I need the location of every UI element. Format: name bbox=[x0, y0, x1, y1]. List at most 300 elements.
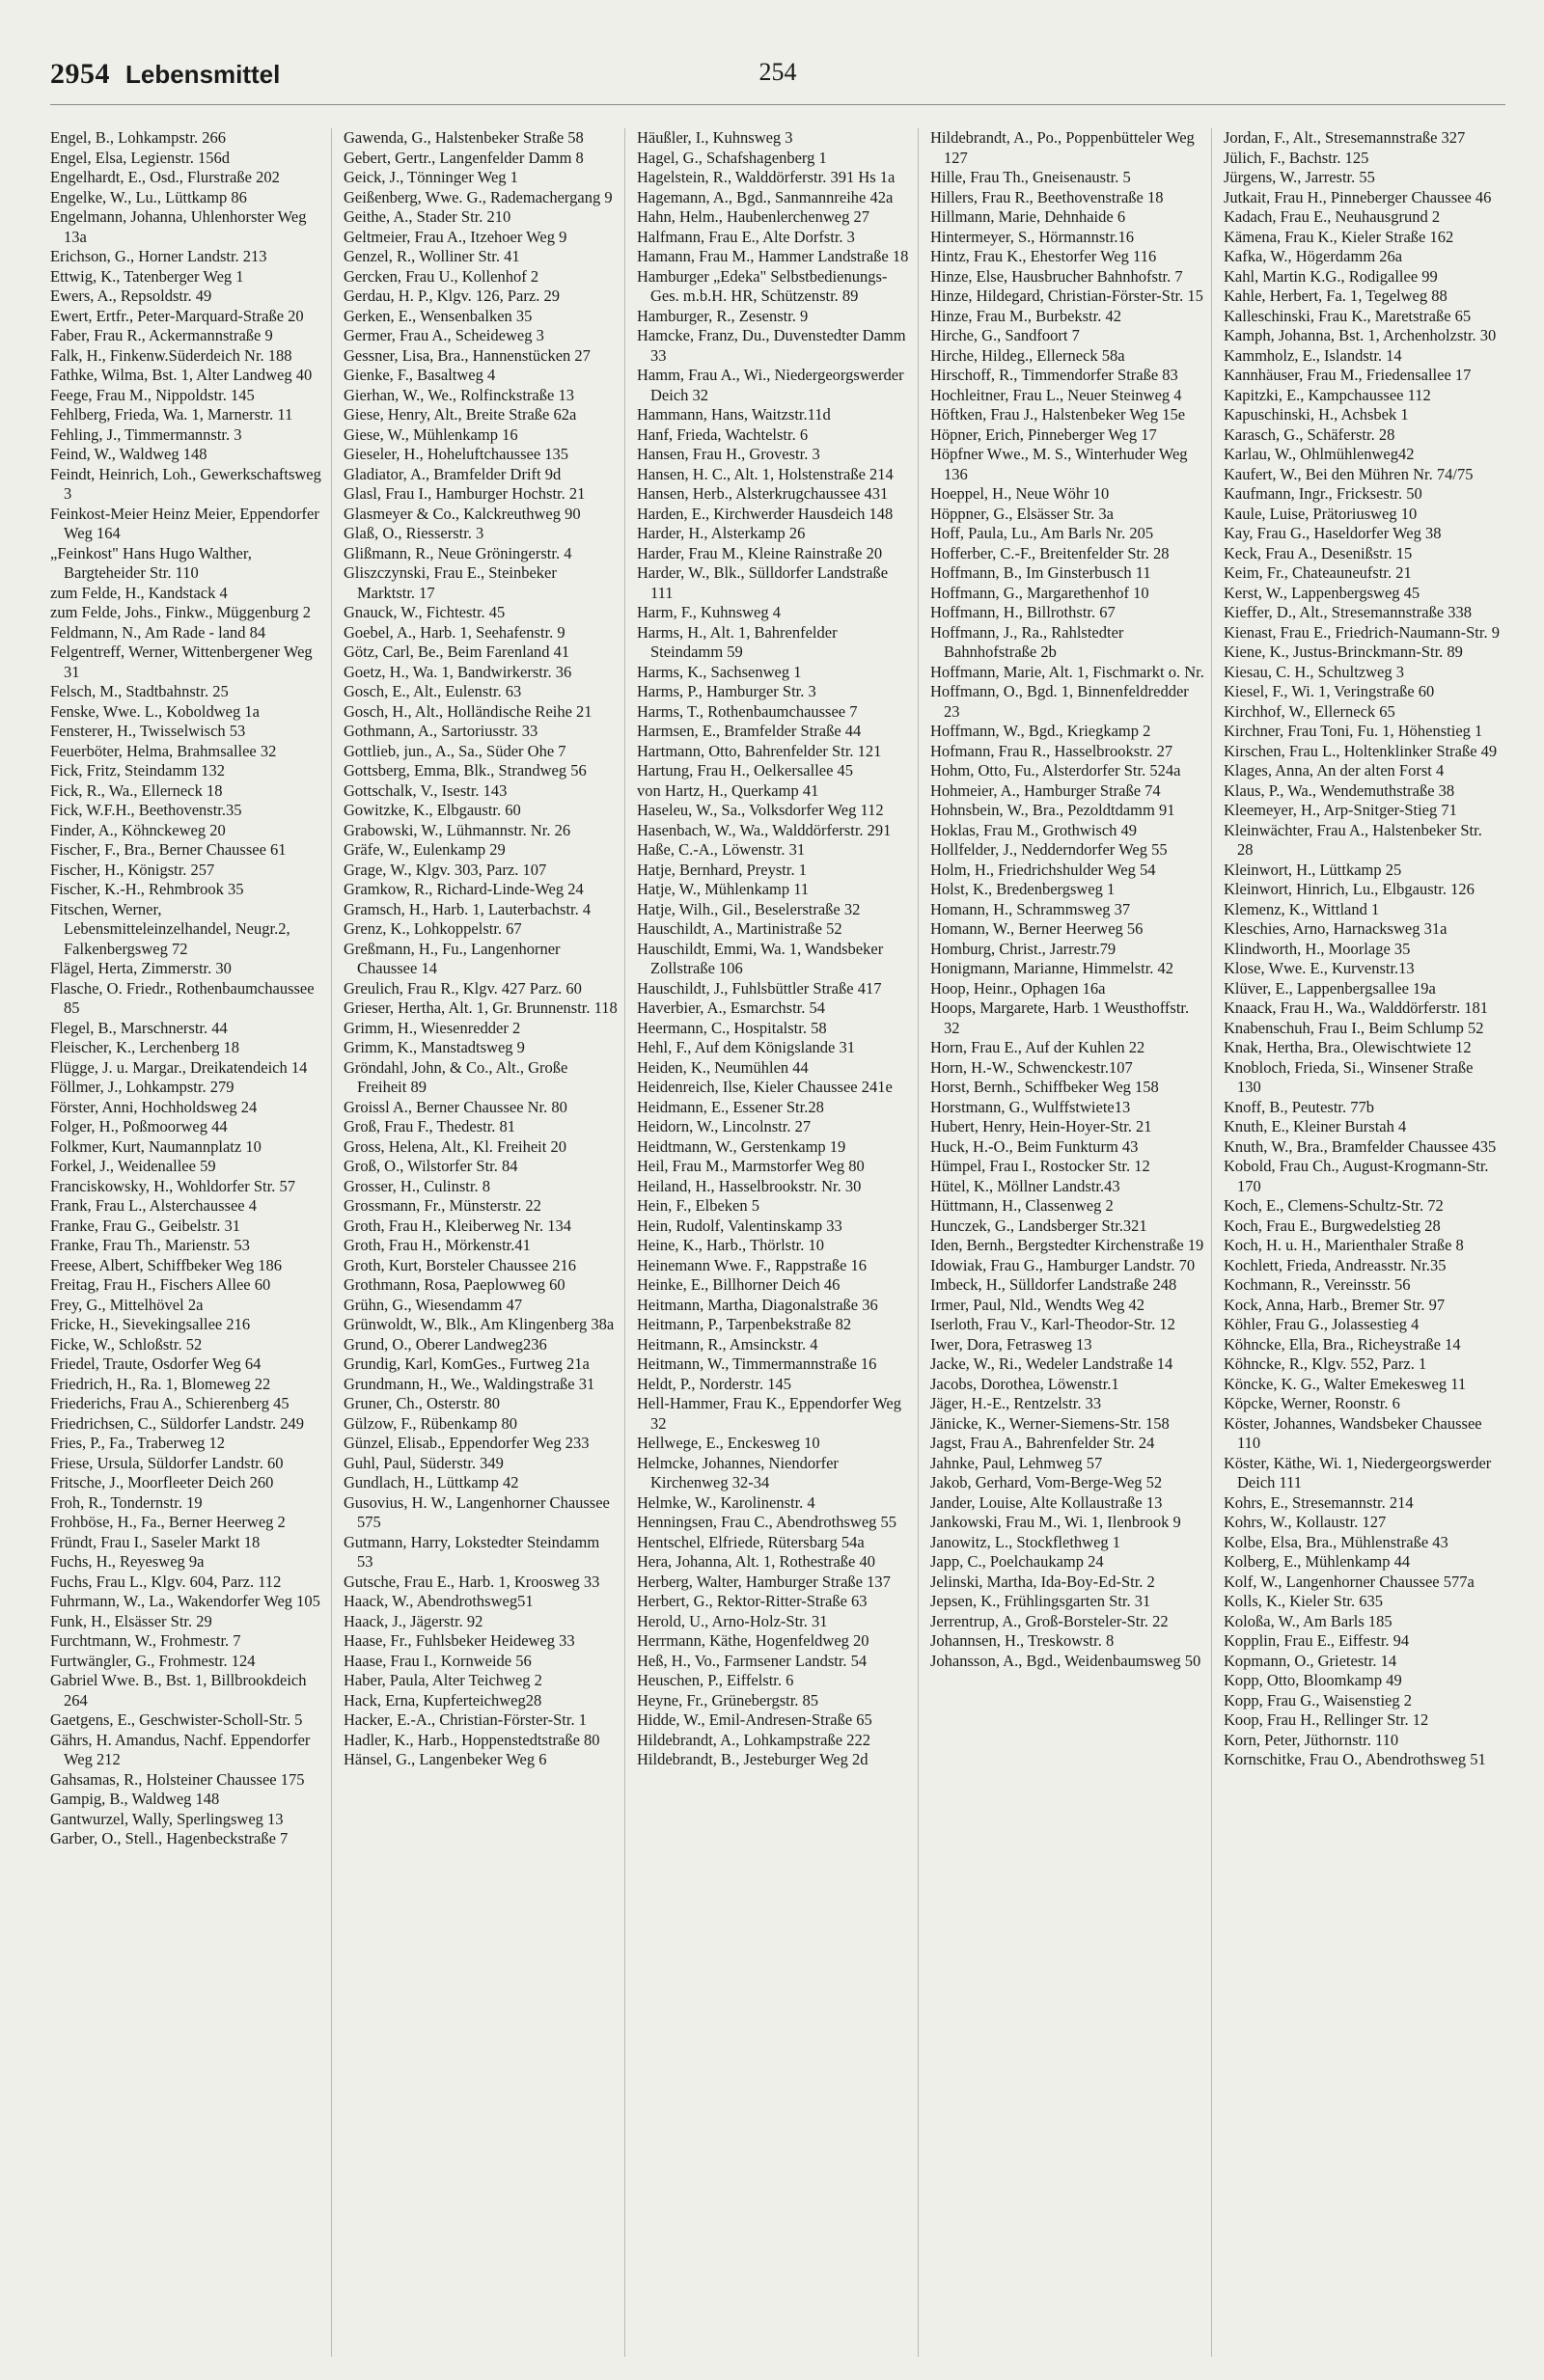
directory-entry: Gröndahl, John, & Co., Alt., Große Freiheit 89 bbox=[344, 1057, 568, 1096]
directory-entry: Friederichs, Frau A., Schierenberg 45 bbox=[50, 1394, 290, 1412]
directory-entry: Hofferber, C.-F., Breitenfelder Str. 28 bbox=[930, 543, 1170, 562]
directory-entry: Kafka, W., Högerdamm 26a bbox=[1224, 247, 1403, 265]
column-2 bbox=[344, 128, 625, 2357]
directory-entry: Fick, Fritz, Steindamm 132 bbox=[50, 761, 226, 780]
directory-entry: Germer, Frau A., Scheideweg 3 bbox=[344, 326, 544, 344]
directory-entry: Friedrich, H., Ra. 1, Blomeweg 22 bbox=[50, 1374, 271, 1393]
directory-entry: Gutmann, Harry, Lokstedter Steindamm 53 bbox=[344, 1532, 600, 1571]
directory-entry: Fischer, K.-H., Rehmbrook 35 bbox=[50, 880, 244, 898]
directory-entry: Hoeppel, H., Neue Wöhr 10 bbox=[930, 484, 1110, 503]
directory-entry: Kobold, Frau Ch., August-Krogmann-Str. 170 bbox=[1224, 1157, 1489, 1195]
directory-entry: Jülich, F., Bachstr. 125 bbox=[1224, 148, 1369, 167]
directory-columns bbox=[50, 128, 1505, 2357]
directory-entry: Kahl, Martin K.G., Rodigallee 99 bbox=[1224, 266, 1438, 286]
directory-entry: Hamm, Frau A., Wi., Niedergeorgswerder Deich 32 bbox=[637, 366, 904, 404]
directory-entry: Kolf, W., Langenhorner Chaussee 577a bbox=[1224, 1572, 1475, 1591]
column-3 bbox=[637, 128, 919, 2357]
directory-entry: Kopp, Otto, Bloomkamp 49 bbox=[1224, 1671, 1402, 1689]
directory-entry: Homann, W., Berner Heerweg 56 bbox=[930, 919, 1144, 938]
directory-entry: Jerrentrup, A., Groß-Borsteler-Str. 22 bbox=[930, 1611, 1169, 1630]
directory-entry: Hunczek, G., Landsberger Str.321 bbox=[930, 1216, 1147, 1235]
directory-entry: Heiden, K., Neumühlen 44 bbox=[637, 1057, 809, 1077]
directory-entry: Günzel, Elisab., Eppendorfer Weg 233 bbox=[344, 1434, 590, 1452]
directory-entry: Fehling, J., Timmermannstr. 3 bbox=[50, 424, 242, 444]
directory-entry: Heinke, E., Billhorner Deich 46 bbox=[637, 1275, 841, 1294]
directory-entry: Hauschildt, A., Martinistraße 52 bbox=[637, 919, 842, 938]
directory-entry: Häußler, I., Kuhnsweg 3 bbox=[637, 128, 793, 147]
directory-entry: Feldmann, N., Am Rade - land 84 bbox=[50, 622, 266, 642]
directory-entry: Feind, W., Waldweg 148 bbox=[50, 445, 207, 463]
directory-entry: Harder, W., Blk., Sülldorfer Landstraße 111 bbox=[637, 563, 889, 602]
directory-entry: Koop, Frau H., Rellinger Str. 12 bbox=[1224, 1710, 1429, 1729]
directory-entry: Holst, K., Bredenbergsweg 1 bbox=[930, 880, 1116, 898]
directory-entry: Hellwege, E., Enckesweg 10 bbox=[637, 1434, 820, 1452]
directory-entry: Heitmann, P., Tarpenbekstraße 82 bbox=[637, 1315, 852, 1333]
directory-entry: Hoffmann, W., Bgd., Kriegkamp 2 bbox=[930, 722, 1151, 740]
directory-entry: Heermann, C., Hospitalstr. 58 bbox=[637, 1018, 827, 1037]
directory-entry: Götz, Carl, Be., Beim Farenland 41 bbox=[344, 643, 570, 661]
directory-entry: Hatje, Wilh., Gil., Beselerstraße 32 bbox=[637, 899, 861, 918]
directory-entry: Flägel, Herta, Zimmerstr. 30 bbox=[50, 959, 232, 977]
directory-entry: Hadler, K., Harb., Hoppenstedtstraße 80 bbox=[344, 1730, 600, 1749]
directory-entry: Grundig, Karl, KomGes., Furtweg 21a bbox=[344, 1354, 590, 1373]
directory-entry: Glaß, O., Riesserstr. 3 bbox=[344, 524, 484, 542]
directory-entry: Hamcke, Franz, Du., Duvenstedter Damm 33 bbox=[637, 326, 906, 365]
directory-entry: Jänicke, K., Werner-Siemens-Str. 158 bbox=[930, 1413, 1170, 1433]
directory-entry: Keim, Fr., Chateauneufstr. 21 bbox=[1224, 563, 1412, 582]
directory-entry: Kamph, Johanna, Bst. 1, Archenholzstr. 30 bbox=[1224, 326, 1497, 344]
directory-entry: Hofmann, Frau R., Hasselbrookstr. 27 bbox=[930, 741, 1173, 760]
directory-entry: Engel, Elsa, Legienstr. 156d bbox=[50, 148, 231, 167]
directory-entry: Hell-Hammer, Frau K., Eppendorfer Weg 32 bbox=[637, 1394, 901, 1433]
directory-entry: Kammholz, E., Islandstr. 14 bbox=[1224, 345, 1402, 365]
directory-entry: Haber, Paula, Alter Teichweg 2 bbox=[344, 1671, 542, 1689]
directory-entry: Heiland, H., Hasselbrookstr. Nr. 30 bbox=[637, 1176, 862, 1195]
directory-entry: Karasch, G., Schäferstr. 28 bbox=[1224, 424, 1395, 444]
directory-entry: Hehl, F., Auf dem Königslande 31 bbox=[637, 1038, 855, 1056]
directory-entry: Fischer, F., Bra., Berner Chaussee 61 bbox=[50, 840, 287, 859]
directory-entry: Koloßa, W., Am Barls 185 bbox=[1224, 1611, 1392, 1630]
directory-entry: Heitmann, W., Timmermannstraße 16 bbox=[637, 1354, 877, 1373]
directory-entry: Hubert, Henry, Hein-Hoyer-Str. 21 bbox=[930, 1117, 1152, 1135]
directory-entry: Harder, H., Alsterkamp 26 bbox=[637, 524, 806, 542]
directory-entry: Kleinwort, Hinrich, Lu., Elbgaustr. 126 bbox=[1224, 880, 1475, 898]
column-1 bbox=[50, 128, 332, 2357]
directory-entry: Heß, H., Vo., Farmsener Landstr. 54 bbox=[637, 1651, 868, 1670]
directory-entry: Gliszczynski, Frau E., Steinbeker Marktstr. 17 bbox=[344, 563, 557, 602]
directory-entry: Kämena, Frau K., Kieler Straße 162 bbox=[1224, 227, 1454, 246]
directory-entry: Hoffmann, Marie, Alt. 1, Fischmarkt o. Nr. bbox=[930, 662, 1204, 681]
directory-entry: Engel, B., Lohkampstr. 266 bbox=[50, 128, 226, 147]
directory-entry: Ficke, W., Schloßstr. 52 bbox=[50, 1334, 203, 1354]
directory-entry: Iserloth, Frau V., Karl-Theodor-Str. 12 bbox=[930, 1315, 1175, 1333]
directory-entry: Köhler, Frau G., Jolassestieg 4 bbox=[1224, 1315, 1420, 1333]
directory-entry: Heitmann, Martha, Diagonalstraße 36 bbox=[637, 1295, 878, 1314]
directory-entry: Kirchhof, W., Ellerneck 65 bbox=[1224, 701, 1395, 721]
directory-entry: Gutsche, Frau E., Harb. 1, Kroosweg 33 bbox=[344, 1572, 600, 1591]
directory-entry: Gantwurzel, Wally, Sperlingsweg 13 bbox=[50, 1809, 284, 1828]
directory-entry: Johannsen, H., Treskowstr. 8 bbox=[930, 1631, 1115, 1650]
directory-entry: Guhl, Paul, Süderstr. 349 bbox=[344, 1453, 504, 1472]
directory-entry: Fehlberg, Frieda, Wa. 1, Marnerstr. 11 bbox=[50, 405, 293, 424]
directory-entry: Iden, Bernh., Bergstedter Kirchenstraße 19 bbox=[930, 1236, 1204, 1254]
directory-entry: Gieseler, H., Hoheluftchaussee 135 bbox=[344, 445, 569, 463]
directory-entry: Fleischer, K., Lerchenberg 18 bbox=[50, 1038, 240, 1056]
directory-entry: Friedrichsen, C., Süldorfer Landstr. 249 bbox=[50, 1413, 305, 1433]
directory-entry: Hümpel, Frau I., Rostocker Str. 12 bbox=[930, 1157, 1150, 1175]
directory-entry: Grossmann, Fr., Münsterstr. 22 bbox=[344, 1196, 541, 1215]
directory-entry: Haseleu, W., Sa., Volksdorfer Weg 112 bbox=[637, 801, 884, 819]
directory-entry: Kay, Frau G., Haseldorfer Weg 38 bbox=[1224, 524, 1442, 542]
directory-entry: Hoops, Margarete, Harb. 1 Weusthoffstr. 32 bbox=[930, 999, 1190, 1037]
directory-entry: Homburg, Christ., Jarrestr.79 bbox=[930, 939, 1117, 958]
directory-entry: Grund, O., Oberer Landweg236 bbox=[344, 1334, 547, 1354]
directory-entry: Gampig, B., Waldweg 148 bbox=[50, 1790, 220, 1808]
directory-entry: Kleemeyer, H., Arp-Snitger-Stieg 71 bbox=[1224, 801, 1457, 819]
directory-entry: Haase, Fr., Fuhlsbeker Heideweg 33 bbox=[344, 1631, 575, 1650]
directory-entry: Glasmeyer & Co., Kalckreuthweg 90 bbox=[344, 504, 581, 523]
directory-entry: Knak, Hertha, Bra., Olewischtwiete 12 bbox=[1224, 1038, 1472, 1056]
directory-entry: Irmer, Paul, Nld., Wendts Weg 42 bbox=[930, 1295, 1145, 1314]
directory-entry: Frey, G., Mittelhövel 2a bbox=[50, 1295, 204, 1314]
directory-entry: Hagelstein, R., Walddörferstr. 391 Hs 1a bbox=[637, 168, 896, 186]
page-header bbox=[50, 58, 1505, 105]
directory-entry: Fathke, Wilma, Bst. 1, Alter Landweg 40 bbox=[50, 366, 313, 384]
directory-entry: Jacobs, Dorothea, Löwenstr.1 bbox=[930, 1374, 1119, 1393]
directory-entry: Friese, Ursula, Süldorfer Landstr. 60 bbox=[50, 1453, 284, 1472]
directory-entry: Höpfner Wwe., M. S., Winterhuder Weg 136 bbox=[930, 445, 1188, 483]
directory-entry: Gottschalk, V., Isestr. 143 bbox=[344, 780, 508, 800]
directory-entry: Ewert, Ertfr., Peter-Marquard-Straße 20 bbox=[50, 306, 304, 325]
directory-entry: Flegel, B., Marschnerstr. 44 bbox=[50, 1018, 228, 1037]
directory-entry: Furchtmann, W., Frohmestr. 7 bbox=[50, 1631, 241, 1650]
directory-entry: Gosch, E., Alt., Eulenstr. 63 bbox=[344, 682, 522, 700]
directory-entry: Harms, P., Hamburger Str. 3 bbox=[637, 682, 816, 700]
directory-entry: Köpcke, Werner, Roonstr. 6 bbox=[1224, 1394, 1400, 1412]
directory-entry: Harms, H., Alt. 1, Bahrenfelder Steindamm 59 bbox=[637, 622, 838, 661]
directory-entry: Goetz, H., Wa. 1, Bandwirkerstr. 36 bbox=[344, 662, 572, 681]
directory-entry: Idowiak, Frau G., Hamburger Landstr. 70 bbox=[930, 1255, 1196, 1274]
directory-entry: Höftken, Frau J., Halstenbeker Weg 15e bbox=[930, 405, 1186, 424]
directory-entry: Kochmann, R., Vereinsstr. 56 bbox=[1224, 1275, 1411, 1294]
directory-entry: Haack, W., Abendrothsweg51 bbox=[344, 1592, 534, 1610]
directory-entry: Hidde, W., Emil-Andresen-Straße 65 bbox=[637, 1710, 872, 1729]
directory-entry: Gundlach, H., Lüttkamp 42 bbox=[344, 1473, 519, 1491]
directory-entry: von Hartz, H., Querkamp 41 bbox=[637, 780, 819, 800]
directory-entry: Faber, Frau R., Ackermannstraße 9 bbox=[50, 326, 273, 344]
directory-entry: Föllmer, J., Lohkampstr. 279 bbox=[50, 1078, 234, 1096]
directory-entry: Feuerböter, Helma, Brahmsallee 32 bbox=[50, 741, 277, 760]
directory-entry: Köster, Johannes, Wandsbeker Chaussee 110 bbox=[1224, 1413, 1482, 1452]
directory-entry: Feindt, Heinrich, Loh., Gewerkschaftsweg 3 bbox=[50, 464, 321, 503]
directory-entry: Grage, W., Klgv. 303, Parz. 107 bbox=[344, 860, 547, 879]
directory-entry: Furtwängler, G., Frohmestr. 124 bbox=[50, 1651, 256, 1670]
directory-entry: Iwer, Dora, Fetrasweg 13 bbox=[930, 1334, 1092, 1354]
directory-entry: Hasenbach, W., Wa., Walddörferstr. 291 bbox=[637, 820, 892, 839]
directory-entry: zum Felde, Johs., Finkw., Müggenburg 2 bbox=[50, 603, 311, 621]
directory-entry: Klemenz, K., Wittland 1 bbox=[1224, 899, 1380, 918]
directory-entry: Kolls, K., Kieler Str. 635 bbox=[1224, 1592, 1383, 1610]
directory-entry: Kleschies, Arno, Harnacksweg 31a bbox=[1224, 919, 1448, 938]
directory-entry: Franke, Frau Th., Marienstr. 53 bbox=[50, 1236, 250, 1254]
directory-entry: Hinze, Else, Hausbrucher Bahnhofstr. 7 bbox=[930, 266, 1183, 286]
directory-entry: Hildebrandt, A., Po., Poppenbütteler Weg 127 bbox=[930, 128, 1195, 167]
directory-entry: Koch, H. u. H., Marienthaler Straße 8 bbox=[1224, 1236, 1464, 1254]
directory-entry: Glasl, Frau I., Hamburger Hochstr. 21 bbox=[344, 484, 586, 503]
directory-entry: Franciskowsky, H., Wohldorfer Str. 57 bbox=[50, 1176, 295, 1195]
directory-entry: Gerken, E., Wensenbalken 35 bbox=[344, 306, 533, 325]
directory-entry: Kienast, Frau E., Friedrich-Naumann-Str. 9 bbox=[1224, 622, 1500, 642]
directory-entry: Grothmann, Rosa, Paeplowweg 60 bbox=[344, 1275, 565, 1294]
directory-entry: Gowitzke, K., Elbgaustr. 60 bbox=[344, 801, 521, 819]
directory-entry: Heuschen, P., Eiffelstr. 6 bbox=[637, 1671, 794, 1689]
directory-entry: Grühn, G., Wiesendamm 47 bbox=[344, 1295, 523, 1314]
directory-entry: Garber, O., Stell., Hagenbeckstraße 7 bbox=[50, 1829, 289, 1847]
directory-entry: Forkel, J., Weidenallee 59 bbox=[50, 1157, 216, 1175]
directory-entry: Keck, Frau A., Desenißstr. 15 bbox=[1224, 543, 1413, 562]
directory-entry: Knobloch, Frieda, Si., Winsener Straße 130 bbox=[1224, 1057, 1474, 1096]
directory-entry: Engelke, W., Lu., Lüttkamp 86 bbox=[50, 187, 247, 206]
directory-entry: Jagst, Frau A., Bahrenfelder Str. 24 bbox=[930, 1434, 1155, 1452]
directory-entry: Grabowski, W., Lühmannstr. Nr. 26 bbox=[344, 820, 571, 839]
directory-entry: Fitschen, Werner, Lebensmitteleinzelhandel, Neugr.2, Falkenbergsweg 72 bbox=[50, 899, 290, 958]
directory-entry: Hahn, Helm., Haubenlerchenweg 27 bbox=[637, 207, 869, 226]
column-4 bbox=[930, 128, 1212, 2357]
directory-entry: Hinze, Hildegard, Christian-Förster-Str. 15 bbox=[930, 287, 1203, 305]
directory-entry: Hagel, G., Schafshagenberg 1 bbox=[637, 148, 827, 167]
directory-entry: Friedel, Traute, Osdorfer Weg 64 bbox=[50, 1354, 262, 1373]
directory-entry: Haack, J., Jägerstr. 92 bbox=[344, 1611, 483, 1630]
directory-entry: Kaule, Luise, Prätoriusweg 10 bbox=[1224, 504, 1418, 523]
directory-entry: Kirschen, Frau L., Holtenklinker Straße 49 bbox=[1224, 741, 1498, 760]
directory-entry: Hamburger „Edeka" Selbstbedienungs-Ges. m.b.H. HR, Schützenstr. 89 bbox=[637, 266, 888, 305]
directory-entry: Hüttmann, H., Classenweg 2 bbox=[930, 1196, 1114, 1215]
directory-entry: Grundmann, H., We., Waldingstraße 31 bbox=[344, 1374, 595, 1393]
directory-entry: Geißenberg, Wwe. G., Rademachergang 9 bbox=[344, 187, 613, 206]
directory-entry: Heitmann, R., Amsinckstr. 4 bbox=[637, 1334, 818, 1354]
directory-entry: Fenske, Wwe. L., Koboldweg 1a bbox=[50, 701, 260, 721]
directory-entry: Heidenreich, Ilse, Kieler Chaussee 241e bbox=[637, 1078, 893, 1096]
directory-entry: Freitag, Frau H., Fischers Allee 60 bbox=[50, 1275, 271, 1294]
directory-entry: Hohnsbein, W., Bra., Pezoldtdamm 91 bbox=[930, 801, 1175, 819]
directory-entry: Hagemann, A., Bgd., Sanmannreihe 42a bbox=[637, 187, 894, 206]
directory-entry: Grimm, K., Manstadtsweg 9 bbox=[344, 1038, 525, 1056]
directory-entry: Hinze, Frau M., Burbekstr. 42 bbox=[930, 306, 1121, 325]
directory-entry: Herold, U., Arno-Holz-Str. 31 bbox=[637, 1611, 828, 1630]
directory-entry: Hentschel, Elfriede, Rütersbarg 54a bbox=[637, 1532, 865, 1551]
directory-entry: Fischer, H., Königstr. 257 bbox=[50, 860, 215, 879]
directory-entry: Groß, O., Wilstorfer Str. 84 bbox=[344, 1157, 518, 1175]
directory-entry: Herrmann, Käthe, Hogenfeldweg 20 bbox=[637, 1631, 869, 1650]
directory-entry: Hein, Rudolf, Valentinskamp 33 bbox=[637, 1216, 842, 1235]
directory-entry: Kleinwort, H., Lüttkamp 25 bbox=[1224, 860, 1402, 879]
page-number-center: 254 bbox=[758, 58, 797, 86]
directory-entry: Horst, Bernh., Schiffbeker Weg 158 bbox=[930, 1078, 1159, 1096]
directory-entry: Hansen, Herb., Alsterkrugchaussee 431 bbox=[637, 484, 889, 503]
directory-entry: Harder, Frau M., Kleine Rainstraße 20 bbox=[637, 543, 883, 562]
directory-entry: Honigmann, Marianne, Himmelstr. 42 bbox=[930, 959, 1174, 977]
directory-entry: Grünwoldt, W., Blk., Am Klingenberg 38a bbox=[344, 1315, 615, 1333]
directory-entry: Groß, Frau F., Thedestr. 81 bbox=[344, 1117, 516, 1135]
section-title: Lebensmittel bbox=[125, 60, 281, 89]
directory-entry: Knaack, Frau H., Wa., Walddörferstr. 181 bbox=[1224, 999, 1488, 1017]
directory-entry: Gramkow, R., Richard-Linde-Weg 24 bbox=[344, 880, 584, 898]
directory-entry: Koch, Frau E., Burgwedelstieg 28 bbox=[1224, 1216, 1441, 1235]
directory-entry: Knuth, W., Bra., Bramfelder Chaussee 435 bbox=[1224, 1136, 1497, 1156]
directory-entry: Grenz, K., Lohkoppelstr. 67 bbox=[344, 919, 522, 938]
directory-entry: Grosser, H., Culinstr. 8 bbox=[344, 1176, 490, 1195]
directory-entry: Klages, Anna, An der alten Forst 4 bbox=[1224, 761, 1445, 780]
directory-entry: Hanf, Frieda, Wachtelstr. 6 bbox=[637, 424, 809, 444]
directory-entry: Hein, F., Elbeken 5 bbox=[637, 1196, 759, 1215]
directory-entry: Hamann, Frau M., Hammer Landstraße 18 bbox=[637, 247, 909, 265]
directory-entry: Kornschitke, Frau O., Abendrothsweg 51 bbox=[1224, 1750, 1486, 1768]
directory-entry: Gusovius, H. W., Langenhorner Chaussee 575 bbox=[344, 1492, 610, 1531]
directory-entry: Knabenschuh, Frau I., Beim Schlump 52 bbox=[1224, 1018, 1484, 1037]
directory-entry: Hille, Frau Th., Gneisenaustr. 5 bbox=[930, 168, 1131, 186]
directory-entry: Grieser, Hertha, Alt. 1, Gr. Brunnenstr. 118 bbox=[344, 999, 618, 1017]
directory-entry: Geithe, A., Stader Str. 210 bbox=[344, 207, 511, 226]
directory-entry: Kahle, Herbert, Fa. 1, Tegelweg 88 bbox=[1224, 287, 1448, 305]
directory-entry: Harden, E., Kirchwerder Hausdeich 148 bbox=[637, 504, 894, 523]
directory-entry: Karlau, W., Ohlmühlenweg42 bbox=[1224, 445, 1415, 463]
directory-entry: Funk, H., Elsässer Str. 29 bbox=[50, 1611, 212, 1630]
directory-entry: Helmke, W., Karolinenstr. 4 bbox=[637, 1492, 815, 1512]
directory-entry: Huck, H.-O., Beim Funkturm 43 bbox=[930, 1136, 1139, 1156]
directory-entry: Helmcke, Johannes, Niendorfer Kirchenweg 32-34 bbox=[637, 1453, 839, 1491]
directory-entry: Kaufmann, Ingr., Fricksestr. 50 bbox=[1224, 484, 1422, 503]
directory-entry: Hildebrandt, B., Jesteburger Weg 2d bbox=[637, 1750, 868, 1768]
directory-entry: Jander, Louise, Alte Kollaustraße 13 bbox=[930, 1492, 1163, 1512]
directory-entry: Frank, Frau L., Alsterchaussee 4 bbox=[50, 1196, 257, 1215]
directory-entry: Horstmann, G., Wulffstwiete13 bbox=[930, 1097, 1131, 1116]
directory-entry: Hänsel, G., Langenbeker Weg 6 bbox=[344, 1750, 547, 1768]
directory-entry: Greulich, Frau R., Klgv. 427 Parz. 60 bbox=[344, 978, 582, 998]
directory-entry: Japp, C., Poelchaukamp 24 bbox=[930, 1552, 1104, 1571]
directory-entry: Gothmann, A., Sartoriusstr. 33 bbox=[344, 722, 538, 740]
directory-entry: Hartung, Frau H., Oelkersallee 45 bbox=[637, 761, 854, 780]
directory-entry: Kadach, Frau E., Neuhausgrund 2 bbox=[1224, 207, 1441, 226]
directory-entry: Kiesau, C. H., Schultzweg 3 bbox=[1224, 662, 1404, 681]
directory-entry: Gercken, Frau U., Kollenhof 2 bbox=[344, 266, 539, 286]
directory-entry: Imbeck, H., Sülldorfer Landstraße 248 bbox=[930, 1275, 1177, 1294]
directory-entry: Freese, Albert, Schiffbeker Weg 186 bbox=[50, 1255, 282, 1274]
directory-entry: Geltmeier, Frau A., Itzehoer Weg 9 bbox=[344, 227, 567, 246]
directory-entry: Hildebrandt, A., Lohkampstraße 222 bbox=[637, 1730, 870, 1749]
directory-entry: Fuchs, H., Reyesweg 9a bbox=[50, 1552, 205, 1571]
directory-entry: Knoff, B., Peutestr. 77b bbox=[1224, 1097, 1374, 1116]
directory-entry: Groth, Frau H., Mörkenstr.41 bbox=[344, 1236, 531, 1254]
directory-entry: Fries, P., Fa., Traberweg 12 bbox=[50, 1434, 226, 1452]
directory-entry: Klaus, P., Wa., Wendemuthstraße 38 bbox=[1224, 780, 1455, 800]
directory-entry: Fuhrmann, W., La., Wakendorfer Weg 105 bbox=[50, 1592, 320, 1610]
directory-entry: Gruner, Ch., Osterstr. 80 bbox=[344, 1394, 501, 1412]
directory-entry: Harm, F., Kuhnsweg 4 bbox=[637, 603, 781, 621]
directory-entry: Gahsamas, R., Holsteiner Chaussee 175 bbox=[50, 1769, 305, 1789]
directory-entry: Hillmann, Marie, Dehnhaide 6 bbox=[930, 207, 1126, 226]
directory-entry: Hoffmann, H., Billrothstr. 67 bbox=[930, 603, 1116, 621]
directory-entry: Halfmann, Frau E., Alte Dorfstr. 3 bbox=[637, 227, 855, 246]
directory-entry: Gnauck, W., Fichtestr. 45 bbox=[344, 603, 506, 621]
directory-entry: Hoffmann, G., Margarethenhof 10 bbox=[930, 583, 1149, 602]
directory-entry: Hammann, Hans, Waitzstr.11d bbox=[637, 405, 831, 424]
directory-entry: Fick, W.F.H., Beethovenstr.35 bbox=[50, 801, 242, 819]
directory-entry: Fuchs, Frau L., Klgv. 604, Parz. 112 bbox=[50, 1572, 282, 1591]
directory-entry: Kohrs, E., Stresemannstr. 214 bbox=[1224, 1492, 1414, 1512]
column-5 bbox=[1224, 128, 1505, 2357]
directory-entry: Froh, R., Tondernstr. 19 bbox=[50, 1492, 203, 1512]
directory-entry: Franke, Frau G., Geibelstr. 31 bbox=[50, 1216, 241, 1235]
directory-entry: Hintermeyer, S., Hörmannstr.16 bbox=[930, 227, 1135, 246]
directory-entry: Hacker, E.-A., Christian-Förster-Str. 1 bbox=[344, 1710, 587, 1729]
directory-entry: Kopplin, Frau E., Eiffestr. 94 bbox=[1224, 1631, 1410, 1650]
directory-entry: Hoklas, Frau M., Grothwisch 49 bbox=[930, 820, 1138, 839]
directory-entry: Gross, Helena, Alt., Kl. Freiheit 20 bbox=[344, 1136, 566, 1156]
directory-entry: Giese, W., Mühlenkamp 16 bbox=[344, 424, 518, 444]
directory-entry: Gabriel Wwe. B., Bst. 1, Billbrookdeich 264 bbox=[50, 1671, 307, 1710]
directory-entry: Kieffer, D., Alt., Stresemannstraße 338 bbox=[1224, 603, 1473, 621]
directory-entry: Heine, K., Harb., Thörlstr. 10 bbox=[637, 1236, 824, 1254]
directory-entry: Gierhan, W., We., Rolfinckstraße 13 bbox=[344, 385, 574, 404]
directory-entry: Hamburger, R., Zesenstr. 9 bbox=[637, 306, 809, 325]
directory-entry: Hoffmann, O., Bgd. 1, Binnenfeldredder 23 bbox=[930, 682, 1189, 721]
directory-entry: Gosch, H., Alt., Holländische Reihe 21 bbox=[344, 701, 593, 721]
directory-entry: Kalleschinski, Frau K., Maretstraße 65 bbox=[1224, 306, 1472, 325]
directory-entry: Haase, Frau I., Kornweide 56 bbox=[344, 1651, 532, 1670]
directory-entry: Ewers, A., Repsoldstr. 49 bbox=[50, 287, 212, 305]
directory-entry: Horn, H.-W., Schwenckestr.107 bbox=[930, 1057, 1133, 1077]
directory-entry: Felsch, M., Stadtbahnstr. 25 bbox=[50, 682, 229, 700]
directory-entry: Korn, Peter, Jüthornstr. 110 bbox=[1224, 1730, 1399, 1749]
directory-entry: Glißmann, R., Neue Gröningerstr. 4 bbox=[344, 543, 572, 562]
directory-entry: Hatje, Bernhard, Preystr. 1 bbox=[637, 860, 807, 879]
directory-entry: Gawenda, G., Halstenbeker Straße 58 bbox=[344, 128, 584, 147]
directory-entry: Groth, Frau H., Kleiberweg Nr. 134 bbox=[344, 1216, 571, 1235]
directory-entry: Gienke, F., Basaltweg 4 bbox=[344, 366, 496, 384]
directory-entry: Jakob, Gerhard, Vom-Berge-Weg 52 bbox=[930, 1473, 1163, 1491]
directory-entry: Kapitzki, E., Kampchaussee 112 bbox=[1224, 385, 1431, 404]
directory-entry: Hillers, Frau R., Beethovenstraße 18 bbox=[930, 187, 1164, 206]
directory-entry: Kopp, Frau G., Waisenstieg 2 bbox=[1224, 1690, 1412, 1710]
directory-entry: Jordan, F., Alt., Stresemannstraße 327 bbox=[1224, 128, 1466, 147]
directory-entry: Hohmeier, A., Hamburger Straße 74 bbox=[930, 780, 1161, 800]
directory-entry: Hera, Johanna, Alt. 1, Rothestraße 40 bbox=[637, 1552, 875, 1571]
directory-entry: Hansen, H. C., Alt. 1, Holstenstraße 214 bbox=[637, 464, 894, 483]
directory-entry: Flügge, J. u. Margar., Dreikatendeich 14 bbox=[50, 1057, 308, 1077]
directory-entry: Gladiator, A., Bramfelder Drift 9d bbox=[344, 464, 562, 483]
directory-entry: Henningsen, Frau C., Abendrothsweg 55 bbox=[637, 1513, 897, 1531]
directory-entry: Kochlett, Frieda, Andreasstr. Nr.35 bbox=[1224, 1255, 1447, 1274]
directory-entry: Gerdau, H. P., Klgv. 126, Parz. 29 bbox=[344, 287, 560, 305]
directory-entry: Jacke, W., Ri., Wedeler Landstraße 14 bbox=[930, 1354, 1173, 1373]
directory-entry: Förster, Anni, Hochholdsweg 24 bbox=[50, 1097, 258, 1116]
directory-entry: Gaetgens, E., Geschwister-Scholl-Str. 5 bbox=[50, 1710, 303, 1729]
directory-entry: Jutkait, Frau H., Pinneberger Chaussee 46 bbox=[1224, 187, 1492, 206]
directory-entry: Jelinski, Martha, Ida-Boy-Ed-Str. 2 bbox=[930, 1572, 1155, 1591]
directory-entry: Kolberg, E., Mühlenkamp 44 bbox=[1224, 1552, 1411, 1571]
directory-entry: Hirche, G., Sandfoort 7 bbox=[930, 326, 1080, 344]
directory-entry: Hack, Erna, Kupferteichweg28 bbox=[344, 1690, 542, 1710]
directory-entry: Janowitz, L., Stockflethweg 1 bbox=[930, 1532, 1121, 1551]
directory-entry: Köncke, K. G., Walter Emekesweg 11 bbox=[1224, 1374, 1467, 1393]
directory-entry: Hoff, Paula, Lu., Am Barls Nr. 205 bbox=[930, 524, 1154, 542]
directory-entry: Fick, R., Wa., Ellerneck 18 bbox=[50, 780, 223, 800]
directory-entry: Kapuschinski, H., Achsbek 1 bbox=[1224, 405, 1409, 424]
directory-entry: Hirche, Hildeg., Ellerneck 58a bbox=[930, 345, 1125, 365]
directory-entry: Hoffmann, J., Ra., Rahlstedter Bahnhofstraße 2b bbox=[930, 622, 1124, 661]
directory-entry: Kock, Anna, Harb., Bremer Str. 97 bbox=[1224, 1295, 1446, 1314]
directory-entry: Harmsen, E., Bramfelder Straße 44 bbox=[637, 722, 862, 740]
